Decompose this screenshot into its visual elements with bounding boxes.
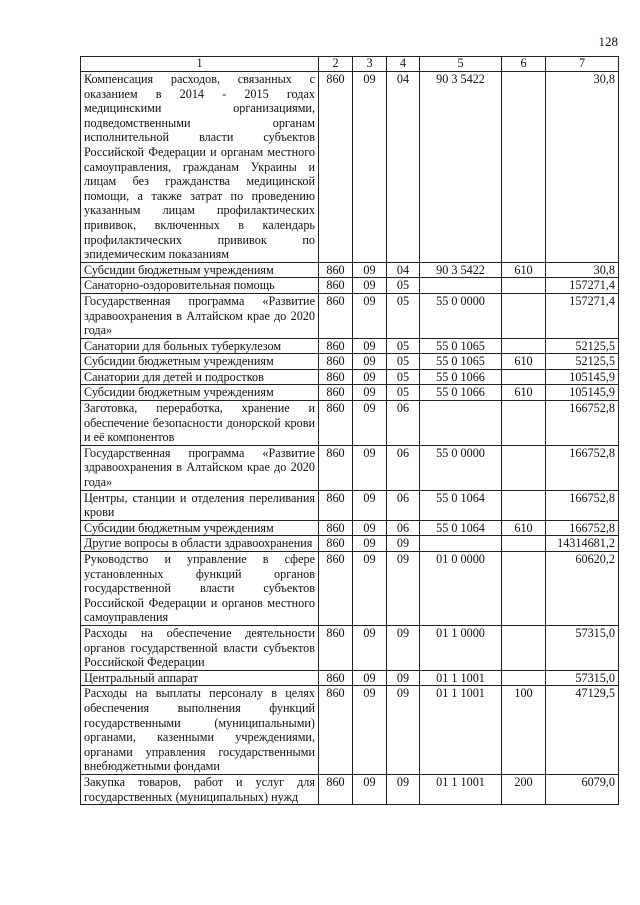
section-code-cell: 09 [353, 385, 387, 401]
target-article-cell: 55 0 1065 [420, 338, 502, 354]
amount-cell: 30,8 [546, 262, 619, 278]
target-article-cell: 90 3 5422 [420, 72, 502, 263]
amount-cell: 105145,9 [546, 385, 619, 401]
expense-type-cell [502, 490, 546, 520]
column-header: 2 [319, 57, 353, 72]
amount-cell: 60620,2 [546, 552, 619, 626]
subsection-code-cell: 05 [387, 385, 420, 401]
amount-cell: 166752,8 [546, 445, 619, 490]
subsection-code-cell: 05 [387, 354, 420, 370]
expense-type-cell [502, 670, 546, 686]
table-row [81, 293, 619, 338]
expense-type-cell: 610 [502, 385, 546, 401]
expense-type-cell [502, 625, 546, 670]
row-name-cell: Субсидии бюджетным учреждениям [81, 385, 319, 401]
target-article-cell: 01 1 1001 [420, 686, 502, 775]
row-name-cell: Государственная программа «Развитие здравоохранения в Алтайском крае до 2020 года» [81, 293, 319, 338]
table-row [81, 401, 619, 446]
subsection-code-cell: 09 [387, 670, 420, 686]
ministry-code-cell: 860 [319, 552, 353, 626]
amount-cell: 105145,9 [546, 369, 619, 385]
page-number: 128 [598, 34, 618, 49]
row-name-cell: Заготовка, переработка, хранение и обеспечение безопасности донорской крови и её компонентов [81, 401, 319, 446]
table-row [81, 278, 619, 294]
amount-cell: 47129,5 [546, 686, 619, 775]
expense-type-cell [502, 338, 546, 354]
section-code-cell: 09 [353, 490, 387, 520]
amount-cell: 157271,4 [546, 278, 619, 294]
expense-type-cell: 100 [502, 686, 546, 775]
row-name-cell: Руководство и управление в сфере установленных функций органов государственной власти субъектов Российской Федерации и органов местного самоуправления [81, 552, 319, 626]
subsection-code-cell: 06 [387, 445, 420, 490]
row-name-cell: Государственная программа «Развитие здравоохранения в Алтайском крае до 2020 года» [81, 445, 319, 490]
table-row [81, 670, 619, 686]
ministry-code-cell: 860 [319, 72, 353, 263]
target-article-cell: 01 0 0000 [420, 552, 502, 626]
section-code-cell: 09 [353, 401, 387, 446]
column-header: 3 [353, 57, 387, 72]
subsection-code-cell: 05 [387, 293, 420, 338]
ministry-code-cell: 860 [319, 385, 353, 401]
header-row [81, 57, 619, 72]
subsection-code-cell: 06 [387, 520, 420, 536]
table-row [81, 774, 619, 804]
table-header [81, 57, 619, 72]
section-code-cell: 09 [353, 552, 387, 626]
ministry-code-cell: 860 [319, 293, 353, 338]
ministry-code-cell: 860 [319, 536, 353, 552]
expense-type-cell: 610 [502, 520, 546, 536]
section-code-cell: 09 [353, 774, 387, 804]
section-code-cell: 09 [353, 293, 387, 338]
expense-type-cell [502, 401, 546, 446]
table-row [81, 72, 619, 263]
target-article-cell: 01 1 1001 [420, 774, 502, 804]
subsection-code-cell: 04 [387, 72, 420, 263]
section-code-cell: 09 [353, 445, 387, 490]
subsection-code-cell: 06 [387, 490, 420, 520]
amount-cell: 30,8 [546, 72, 619, 263]
expense-type-cell [502, 445, 546, 490]
amount-cell: 57315,0 [546, 670, 619, 686]
row-name-cell: Санатории для больных туберкулезом [81, 338, 319, 354]
row-name-cell: Расходы на обеспечение деятельности органов государственной власти субъектов Российской Федерации [81, 625, 319, 670]
column-header: 7 [546, 57, 619, 72]
section-code-cell: 09 [353, 536, 387, 552]
target-article-cell: 55 0 0000 [420, 293, 502, 338]
section-code-cell: 09 [353, 278, 387, 294]
budget-table [80, 56, 619, 805]
expense-type-cell [502, 293, 546, 338]
target-article-cell: 01 1 0000 [420, 625, 502, 670]
table-row [81, 338, 619, 354]
table-row [81, 262, 619, 278]
column-header: 4 [387, 57, 420, 72]
row-name-cell: Закупка товаров, работ и услуг для государственных (муниципальных) нужд [81, 774, 319, 804]
expense-type-cell [502, 536, 546, 552]
expense-type-cell [502, 278, 546, 294]
subsection-code-cell: 04 [387, 262, 420, 278]
row-name-cell: Расходы на выплаты персоналу в целях обеспечения выполнения функций государственными (муниципальными) органами, казенными учреждениями, органами управления государственными внебюджетными фондами [81, 686, 319, 775]
ministry-code-cell: 860 [319, 670, 353, 686]
amount-cell: 52125,5 [546, 354, 619, 370]
section-code-cell: 09 [353, 670, 387, 686]
column-header: 5 [420, 57, 502, 72]
row-name-cell: Компенсация расходов, связанных с оказанием в 2014 - 2015 годах медицинскими организациями, подведомственными органам исполнительной власти субъектов Российской Федерации и органам местного самоуправления, гражданам Украины и лицам без гражданства медицинской помощи, а также затрат по проведению указанным лицам профилактических прививок, включенных в календарь профилактических прививок по эпидемическим показаниям [81, 72, 319, 263]
amount-cell: 157271,4 [546, 293, 619, 338]
section-code-cell: 09 [353, 72, 387, 263]
ministry-code-cell: 860 [319, 278, 353, 294]
ministry-code-cell: 860 [319, 520, 353, 536]
ministry-code-cell: 860 [319, 774, 353, 804]
target-article-cell: 90 3 5422 [420, 262, 502, 278]
amount-cell: 6079,0 [546, 774, 619, 804]
amount-cell: 57315,0 [546, 625, 619, 670]
row-name-cell: Санаторно-оздоровительная помощь [81, 278, 319, 294]
subsection-code-cell: 05 [387, 369, 420, 385]
ministry-code-cell: 860 [319, 338, 353, 354]
ministry-code-cell: 860 [319, 686, 353, 775]
column-header: 6 [502, 57, 546, 72]
target-article-cell: 55 0 0000 [420, 445, 502, 490]
subsection-code-cell: 09 [387, 536, 420, 552]
table-row [81, 385, 619, 401]
subsection-code-cell: 06 [387, 401, 420, 446]
table-body [81, 72, 619, 805]
subsection-code-cell: 09 [387, 774, 420, 804]
row-name-cell: Субсидии бюджетным учреждениям [81, 520, 319, 536]
subsection-code-cell: 09 [387, 686, 420, 775]
table-row [81, 552, 619, 626]
target-article-cell: 55 0 1066 [420, 369, 502, 385]
row-name-cell: Другие вопросы в области здравоохранения [81, 536, 319, 552]
table-row [81, 490, 619, 520]
table-row [81, 445, 619, 490]
section-code-cell: 09 [353, 354, 387, 370]
section-code-cell: 09 [353, 338, 387, 354]
target-article-cell [420, 278, 502, 294]
ministry-code-cell: 860 [319, 490, 353, 520]
target-article-cell [420, 536, 502, 552]
ministry-code-cell: 860 [319, 369, 353, 385]
amount-cell: 166752,8 [546, 520, 619, 536]
subsection-code-cell: 05 [387, 338, 420, 354]
table-row [81, 354, 619, 370]
section-code-cell: 09 [353, 262, 387, 278]
amount-cell: 166752,8 [546, 490, 619, 520]
row-name-cell: Субсидии бюджетным учреждениям [81, 354, 319, 370]
target-article-cell [420, 401, 502, 446]
ministry-code-cell: 860 [319, 262, 353, 278]
expense-type-cell [502, 552, 546, 626]
table-row [81, 536, 619, 552]
subsection-code-cell: 09 [387, 552, 420, 626]
section-code-cell: 09 [353, 686, 387, 775]
amount-cell: 14314681,2 [546, 536, 619, 552]
ministry-code-cell: 860 [319, 401, 353, 446]
ministry-code-cell: 860 [319, 445, 353, 490]
ministry-code-cell: 860 [319, 625, 353, 670]
target-article-cell: 55 0 1066 [420, 385, 502, 401]
expense-type-cell: 200 [502, 774, 546, 804]
row-name-cell: Санатории для детей и подростков [81, 369, 319, 385]
amount-cell: 166752,8 [546, 401, 619, 446]
section-code-cell: 09 [353, 369, 387, 385]
subsection-code-cell: 09 [387, 625, 420, 670]
amount-cell: 52125,5 [546, 338, 619, 354]
expense-type-cell: 610 [502, 262, 546, 278]
table-row [81, 369, 619, 385]
target-article-cell: 55 0 1064 [420, 520, 502, 536]
expense-type-cell [502, 72, 546, 263]
expense-type-cell: 610 [502, 354, 546, 370]
row-name-cell: Субсидии бюджетным учреждениям [81, 262, 319, 278]
section-code-cell: 09 [353, 520, 387, 536]
table-row [81, 520, 619, 536]
column-header: 1 [81, 57, 319, 72]
section-code-cell: 09 [353, 625, 387, 670]
target-article-cell: 55 0 1064 [420, 490, 502, 520]
table-row [81, 625, 619, 670]
expense-type-cell [502, 369, 546, 385]
target-article-cell: 55 0 1065 [420, 354, 502, 370]
ministry-code-cell: 860 [319, 354, 353, 370]
row-name-cell: Центральный аппарат [81, 670, 319, 686]
subsection-code-cell: 05 [387, 278, 420, 294]
target-article-cell: 01 1 1001 [420, 670, 502, 686]
table-row [81, 686, 619, 775]
row-name-cell: Центры, станции и отделения переливания крови [81, 490, 319, 520]
